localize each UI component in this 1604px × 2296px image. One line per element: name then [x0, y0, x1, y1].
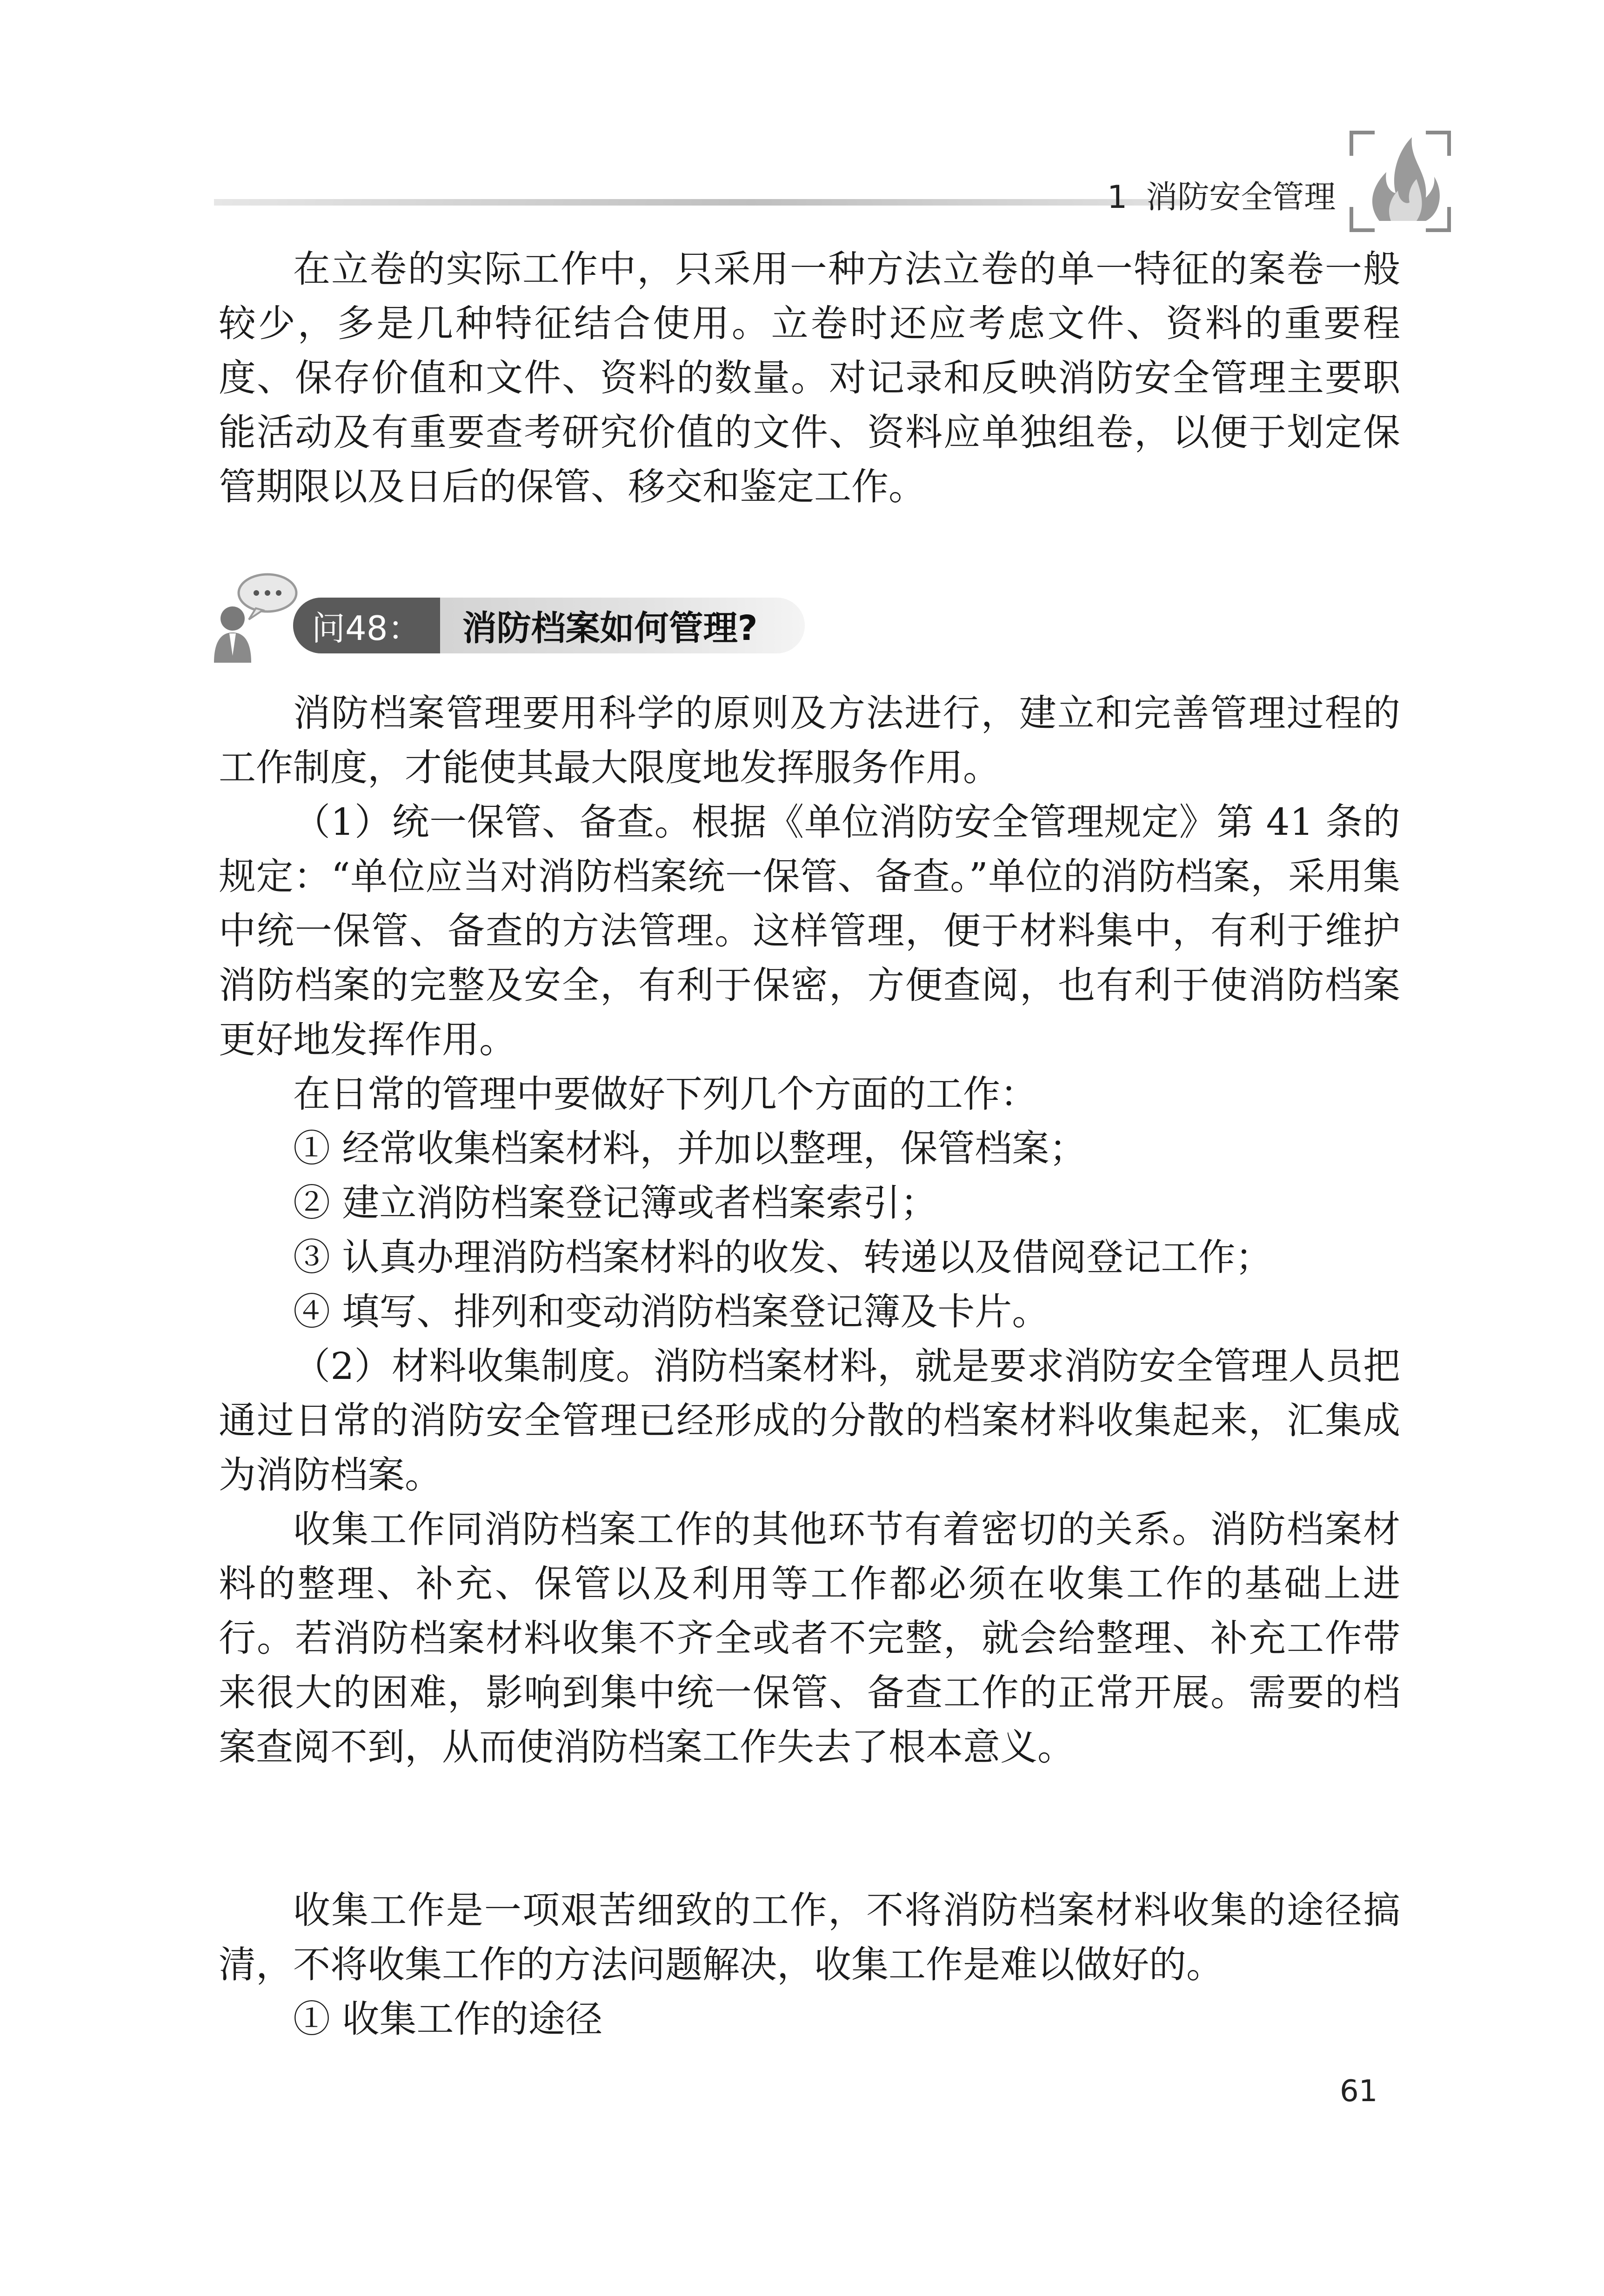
list-item-1: ① 经常收集档案材料，并加以整理，保管档案；: [293, 1127, 1087, 1170]
body-paragraph-4: （2）材料收集制度。消防档案材料，就是要求消防安全管理人员把通过日常的消防安全管理已经形成的分散的档案材料收集起来，汇集成为消防档案。: [219, 1344, 1400, 1497]
body-paragraph-2: （1）统一保管、备查。根据《单位消防安全管理规定》第 41 条的规定：“单位应当对消防档案统一保管、备查。”单位的消防档案，采用集中统一保管、备查的方法管理。这样管理，便于材料集中，有利于维护消防档案的完整及安全，有利于保密，方便查阅，也有利于使消防档案更好地发挥作用。: [219, 800, 1400, 1061]
body-paragraph-7: ① 收集工作的途径: [293, 1997, 603, 2041]
chapter-number: 1: [1107, 179, 1128, 216]
question-number: 问48：: [293, 598, 440, 653]
list-item-2: ② 建立消防档案登记簿或者档案索引；: [293, 1181, 938, 1225]
intro-paragraph: 在立卷的实际工作中，只采用一种方法立卷的单一特征的案卷一般较少，多是几种特征结合使用。立卷时还应考虑文件、资料的重要程度、保存价值和文件、资料的数量。对记录和反映消防安全管理主要职能活动及有重要查考研究价值的文件、资料应单独组卷，以便于划定保管期限以及日后的保管、移交和鉴定工作。: [219, 247, 1400, 508]
body-paragraph-5: 收集工作同消防档案工作的其他环节有着密切的关系。消防档案材料的整理、补充、保管以及利用等工作都必须在收集工作的基础上进行。若消防档案材料收集不齐全或者不完整，就会给整理、补充工作带来很大的困难，影响到集中统一保管、备查工作的正常开展。需要的档案查阅不到，从而使消防档案工作失去了根本意义。: [219, 1508, 1400, 1769]
running-header: [1107, 172, 1336, 217]
chapter-title: 消防安全管理: [1146, 179, 1336, 216]
body-paragraph-3: 在日常的管理中要做好下列几个方面的工作：: [293, 1072, 1037, 1116]
header-rule: [214, 199, 1191, 206]
list-item-4: ④ 填写、排列和变动消防档案登记簿及卡片。: [293, 1290, 1049, 1333]
body-paragraph-1: 消防档案管理要用科学的原则及方法进行，建立和完善管理过程的工作制度，才能使其最大限度地发挥服务作用。: [219, 692, 1400, 789]
question-heading: [293, 598, 805, 653]
flame-icon: [1347, 128, 1454, 235]
page-number: 61: [1340, 2074, 1378, 2109]
question-text: 消防档案如何管理?: [462, 608, 758, 648]
list-item-3: ③ 认真办理消防档案材料的收发、转递以及借阅登记工作；: [293, 1236, 1273, 1279]
body-paragraph-6: 收集工作是一项艰苦细致的工作，不将消防档案材料收集的途径搞清，不将收集工作的方法问题解决，收集工作是难以做好的。: [219, 1889, 1400, 1986]
